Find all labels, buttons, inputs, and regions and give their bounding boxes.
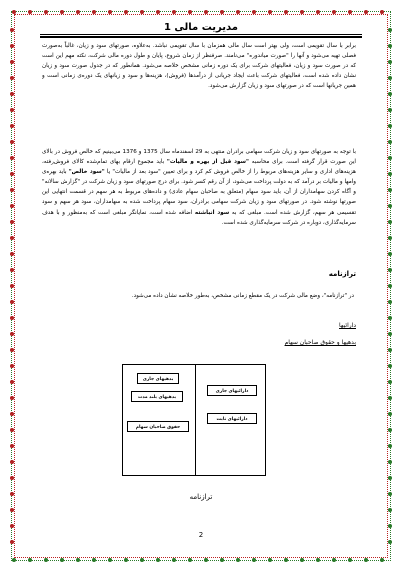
border-ornament	[10, 476, 14, 480]
border-ornament	[10, 44, 14, 48]
border-ornament	[380, 558, 384, 562]
paragraph-3: در "ترازنامه"، وضع مالی شرکت در یک مقطع زمانی مشخص، به‌طور خلاصه نشان داده می‌شود.	[131, 293, 354, 299]
border-ornament	[10, 316, 14, 320]
border-ornament	[388, 108, 392, 112]
border-ornament	[388, 28, 392, 32]
border-ornament	[332, 10, 336, 14]
border-ornament	[388, 124, 392, 128]
border-ornament	[10, 204, 14, 208]
border-ornament	[188, 10, 192, 14]
paragraph-2-text-a: با توجه به صورتهای سود و زیان شرکت سهامی برادران منتهی به 29 اسفندماه سال 1375 و 1376 می‌بینیم که خالص فروش در بالای این صورت قرار گرفته است. برای محاسبه	[42, 149, 356, 166]
border-ornament	[124, 10, 128, 14]
border-ornament	[76, 558, 80, 562]
border-ornament	[268, 558, 272, 562]
subheading-assets: دارائیها	[339, 322, 356, 329]
balance-sheet-diagram	[122, 364, 266, 476]
border-ornament	[140, 558, 144, 562]
border-ornament	[10, 508, 14, 512]
border-ornament	[10, 348, 14, 352]
border-ornament	[10, 92, 14, 96]
border-ornament	[388, 140, 392, 144]
border-ornament	[10, 444, 14, 448]
border-ornament	[220, 558, 224, 562]
box-fixed-assets: دارائیهای ثابت	[207, 413, 257, 424]
border-ornament	[10, 412, 14, 416]
border-ornament	[388, 300, 392, 304]
paragraph-2-bold-ebit: "سود قبل از بهره و مالیات"	[166, 159, 249, 166]
section-heading-balance-sheet: ترازنامه	[328, 270, 356, 278]
border-ornament	[388, 364, 392, 368]
border-ornament	[10, 380, 14, 384]
border-ornament	[12, 558, 16, 562]
border-ornament	[204, 558, 208, 562]
border-ornament	[156, 558, 160, 562]
border-ornament	[300, 10, 304, 14]
paragraph-2	[42, 147, 356, 269]
border-ornament	[10, 524, 14, 528]
border-ornament	[388, 316, 392, 320]
border-ornament	[10, 108, 14, 112]
border-ornament	[388, 540, 392, 544]
border-ornament	[284, 10, 288, 14]
border-ornament	[388, 44, 392, 48]
box-current-liabilities: بدهیهای جاری	[137, 373, 179, 384]
border-ornament	[76, 10, 80, 14]
border-ornament	[10, 396, 14, 400]
border-ornament	[364, 10, 368, 14]
border-ornament	[28, 558, 32, 562]
border-ornament	[172, 558, 176, 562]
border-ornament	[10, 252, 14, 256]
border-ornament	[388, 92, 392, 96]
border-ornament	[268, 10, 272, 14]
paragraph-2-text-d: اضافه شده است، نمایانگر مبلغی است که به‌منظور و با هدف سرمایه‌گذاری، دوباره در شرکت سرمایه‌گذاری شده است.	[42, 209, 356, 226]
border-ornament	[10, 124, 14, 128]
border-ornament	[388, 348, 392, 352]
border-ornament	[380, 10, 384, 14]
border-ornament	[388, 284, 392, 288]
border-ornament	[388, 172, 392, 176]
border-ornament	[10, 428, 14, 432]
border-ornament	[388, 220, 392, 224]
paragraph-2-bold-retained-earnings: سود انباشته	[194, 209, 230, 216]
border-ornament	[108, 10, 112, 14]
border-ornament	[92, 10, 96, 14]
border-ornament	[10, 284, 14, 288]
border-ornament	[388, 60, 392, 64]
border-ornament	[108, 558, 112, 562]
border-ornament	[10, 268, 14, 272]
border-ornament	[252, 558, 256, 562]
header-title-text: مدیریت مالی 1	[163, 22, 239, 33]
paragraph-2-text-c: باید بهره‌ی وامها و مالیات بر درآمد که به دولت پرداخت می‌شود، از آن رقم کسر شود. برای درج صورتهای سود و زیان شرکت در "گزارش سالانه" و آگاه کردن سهامداران از آن، باید سود سهام (متعلق به صاحبان سهام عادی) و داده‌های مربوط به هر سهم در قسمت انتهایی این صورتها نوشته شود. در صورتهای سود و زیان شرکت سهامی برادران، سود سهام پرداخت شده به سهامداران، سود هر سهم و سود تقسیمی هر سهم، گزارش شده است. مبلغی که به	[42, 169, 356, 216]
border-ornament	[10, 156, 14, 160]
border-ornament	[124, 558, 128, 562]
border-ornament	[388, 380, 392, 384]
box-long-term-liabilities: بدهیهای بلند مدت	[131, 391, 183, 402]
border-ornament	[156, 10, 160, 14]
header-underline	[40, 36, 362, 38]
border-ornament	[10, 332, 14, 336]
border-ornament	[348, 10, 352, 14]
border-ornament	[28, 10, 32, 14]
border-ornament	[188, 558, 192, 562]
border-ornament	[44, 558, 48, 562]
box-shareholders-equity: حقوق صاحبان سهام	[127, 421, 189, 432]
border-ornament	[10, 364, 14, 368]
paragraph-2-bold-net-profit: "سود خالص"	[68, 169, 105, 176]
border-ornament	[44, 10, 48, 14]
border-ornament	[10, 140, 14, 144]
border-ornament	[60, 10, 64, 14]
border-ornament	[388, 396, 392, 400]
border-ornament	[388, 524, 392, 528]
border-ornament	[388, 156, 392, 160]
diagram-caption: ترازنامه	[189, 493, 213, 501]
border-ornament	[388, 460, 392, 464]
border-ornament	[300, 558, 304, 562]
page-number: 2	[198, 531, 204, 539]
border-ornament	[388, 508, 392, 512]
border-ornament	[172, 10, 176, 14]
border-ornament	[10, 28, 14, 32]
diagram-divider	[195, 365, 196, 475]
border-ornament	[388, 268, 392, 272]
border-ornament	[284, 558, 288, 562]
border-ornament	[388, 76, 392, 80]
border-ornament	[10, 60, 14, 64]
border-ornament	[60, 558, 64, 562]
border-ornament	[316, 558, 320, 562]
border-ornament	[316, 10, 320, 14]
border-ornament	[388, 428, 392, 432]
border-ornament	[10, 492, 14, 496]
border-ornament	[10, 236, 14, 240]
border-ornament	[388, 492, 392, 496]
border-ornament	[252, 10, 256, 14]
border-ornament	[12, 10, 16, 14]
border-ornament	[332, 558, 336, 562]
box-current-assets: دارائیهای جاری	[207, 385, 257, 396]
border-ornament	[388, 412, 392, 416]
border-ornament	[10, 172, 14, 176]
border-ornament	[204, 10, 208, 14]
border-ornament	[10, 540, 14, 544]
border-ornament	[92, 558, 96, 562]
border-ornament	[388, 476, 392, 480]
border-ornament	[388, 252, 392, 256]
paragraph-1: برابر با سال تقویمی است، ولی بهتر است سال مالی همزمان با سال تقویمی نباشد. به‌علاوه، صورتهای سود و زیان، غالباً به‌صورت فصلی تهیه می‌شود و آنها را "صورت میاندوره" می‌نامند. صرفنظر از زمان شروع، پایان و طول دوره مالی شرکت، نکته مهم این است که در صورت سود و زیان، فعالیتهای شرکت برای یک دوره زمانی مشخص خلاصه می‌شود. همانطور که در جدول صورت سود و زیان نشان داده شده است، فعالیتهای شرکت باعث ایجاد جریانی از درآمدها (فروش)، هزینه‌ها و سود و زیانهای یک دوره‌ی زمانی است و همین جریانها است که در صورتهای سود و زیان گزارش می‌شود.	[42, 43, 356, 90]
paragraph-2-text-b: باید مجموع ارقام بهای تمام‌شده کالای فروش‌رفته، هزینه‌های اداری و سایر هزینه‌های مربوط را از خالص فروش کم کرد و برای تعیین "سود بعد از مالیات" یا	[42, 159, 356, 176]
page-header-title	[40, 22, 362, 35]
border-ornament	[388, 204, 392, 208]
border-ornament	[10, 220, 14, 224]
border-ornament	[236, 10, 240, 14]
border-ornament	[348, 558, 352, 562]
border-ornament	[140, 10, 144, 14]
border-ornament	[10, 300, 14, 304]
border-ornament	[364, 558, 368, 562]
border-ornament	[10, 460, 14, 464]
border-ornament	[388, 236, 392, 240]
subheading-liabilities-equity: بدهیها و حقوق صاحبان سهام	[284, 339, 356, 346]
border-ornament	[220, 10, 224, 14]
border-ornament	[388, 332, 392, 336]
border-ornament	[10, 76, 14, 80]
border-ornament	[388, 188, 392, 192]
border-ornament	[388, 444, 392, 448]
border-ornament	[236, 558, 240, 562]
border-ornament	[10, 188, 14, 192]
